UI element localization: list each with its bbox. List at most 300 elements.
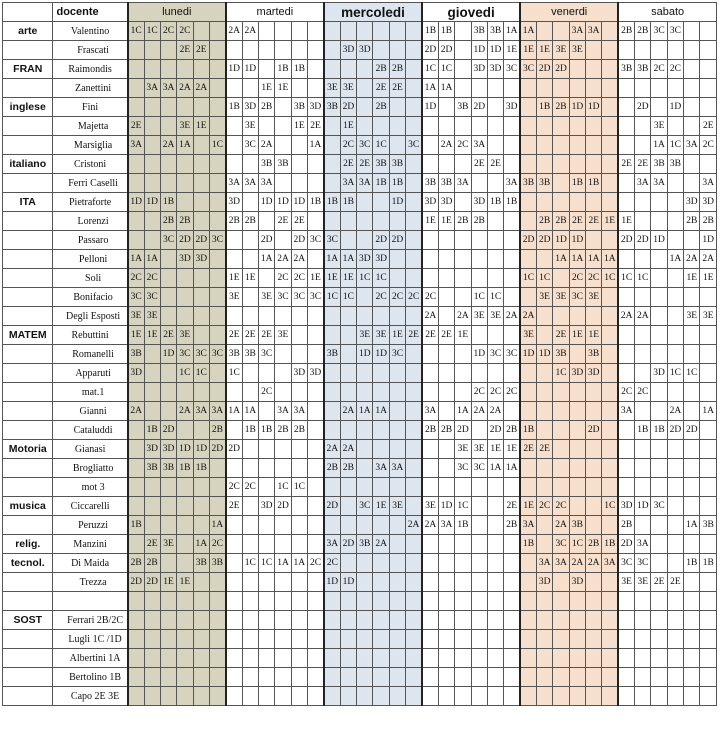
schedule-cell bbox=[455, 364, 471, 383]
schedule-cell bbox=[471, 554, 487, 573]
schedule-cell: 1E bbox=[504, 440, 520, 459]
schedule-cell: 2D bbox=[586, 421, 602, 440]
table-row bbox=[3, 459, 717, 478]
schedule-cell: 2B bbox=[259, 98, 275, 117]
schedule-cell: 3C bbox=[160, 231, 176, 250]
schedule-cell bbox=[373, 364, 389, 383]
schedule-cell: 2A bbox=[373, 535, 389, 554]
schedule-cell bbox=[259, 364, 275, 383]
schedule-cell: 1B bbox=[520, 421, 536, 440]
schedule-cell bbox=[128, 98, 144, 117]
schedule-cell bbox=[422, 630, 438, 649]
schedule-cell: 1A bbox=[553, 250, 569, 269]
schedule-cell bbox=[504, 478, 520, 497]
schedule-cell: 3D bbox=[242, 98, 258, 117]
schedule-cell: 1E bbox=[308, 269, 324, 288]
schedule-cell bbox=[193, 516, 209, 535]
schedule-cell: 3B bbox=[422, 174, 438, 193]
schedule-cell bbox=[700, 421, 717, 440]
schedule-cell bbox=[209, 383, 225, 402]
schedule-cell: 3A bbox=[520, 516, 536, 535]
schedule-cell bbox=[487, 554, 503, 573]
schedule-cell: 3B bbox=[291, 98, 307, 117]
schedule-cell: 2D bbox=[455, 421, 471, 440]
schedule-cell bbox=[259, 60, 275, 79]
schedule-cell bbox=[618, 288, 634, 307]
schedule-cell: 2D bbox=[537, 60, 553, 79]
schedule-cell bbox=[602, 459, 618, 478]
schedule-cell: 1D bbox=[242, 60, 258, 79]
schedule-cell bbox=[553, 383, 569, 402]
schedule-cell: 2D bbox=[635, 231, 651, 250]
schedule-cell bbox=[651, 668, 667, 687]
schedule-cell: 2A bbox=[586, 554, 602, 573]
schedule-cell: 1B bbox=[455, 516, 471, 535]
schedule-cell bbox=[373, 630, 389, 649]
schedule-cell: 1C bbox=[520, 269, 536, 288]
schedule-cell: 3A bbox=[324, 535, 340, 554]
schedule-cell: 1E bbox=[373, 497, 389, 516]
schedule-cell: 1D bbox=[291, 193, 307, 212]
schedule-cell: 1C bbox=[128, 22, 144, 41]
schedule-cell bbox=[242, 459, 258, 478]
schedule-cell bbox=[635, 649, 651, 668]
schedule-cell: 3B bbox=[618, 60, 634, 79]
schedule-cell: 2B bbox=[373, 98, 389, 117]
schedule-cell: 1C bbox=[602, 269, 618, 288]
schedule-cell bbox=[471, 174, 487, 193]
schedule-cell bbox=[569, 611, 585, 630]
schedule-cell: 1A bbox=[275, 554, 291, 573]
schedule-cell bbox=[455, 383, 471, 402]
subject-cell: italiano bbox=[3, 155, 53, 174]
schedule-cell bbox=[144, 497, 160, 516]
schedule-cell: 2D bbox=[553, 60, 569, 79]
schedule-cell bbox=[406, 79, 422, 98]
schedule-cell: 2E bbox=[635, 155, 651, 174]
schedule-cell bbox=[128, 174, 144, 193]
schedule-cell bbox=[275, 364, 291, 383]
schedule-cell: 2E bbox=[308, 117, 324, 136]
subject-cell bbox=[3, 364, 53, 383]
subject-cell bbox=[3, 687, 53, 706]
subject-cell bbox=[3, 573, 53, 592]
schedule-cell bbox=[291, 516, 307, 535]
schedule-cell bbox=[308, 535, 324, 554]
schedule-cell bbox=[406, 269, 422, 288]
schedule-cell: 1D bbox=[128, 193, 144, 212]
schedule-cell bbox=[259, 117, 275, 136]
schedule-cell bbox=[324, 41, 340, 60]
schedule-cell: 2B bbox=[177, 212, 193, 231]
schedule-cell bbox=[144, 383, 160, 402]
schedule-cell: 1E bbox=[144, 326, 160, 345]
schedule-cell bbox=[209, 174, 225, 193]
schedule-cell bbox=[667, 345, 683, 364]
schedule-cell bbox=[308, 687, 324, 706]
schedule-cell bbox=[324, 630, 340, 649]
schedule-cell bbox=[569, 497, 585, 516]
schedule-cell bbox=[471, 231, 487, 250]
schedule-cell: 3C bbox=[357, 497, 373, 516]
schedule-cell: 2E bbox=[406, 326, 422, 345]
schedule-cell bbox=[487, 592, 503, 611]
schedule-cell: 1A bbox=[128, 250, 144, 269]
schedule-cell bbox=[602, 60, 618, 79]
schedule-cell bbox=[291, 22, 307, 41]
table-row bbox=[3, 41, 717, 60]
table-row bbox=[3, 98, 717, 117]
schedule-cell bbox=[209, 307, 225, 326]
schedule-cell bbox=[586, 41, 602, 60]
schedule-cell bbox=[618, 440, 634, 459]
schedule-cell bbox=[569, 307, 585, 326]
schedule-cell: 1B bbox=[291, 60, 307, 79]
schedule-cell: 3A bbox=[684, 136, 700, 155]
schedule-cell: 3C bbox=[259, 345, 275, 364]
header-day-lunedi: lunedi bbox=[128, 3, 226, 22]
schedule-cell bbox=[537, 478, 553, 497]
schedule-cell bbox=[700, 687, 717, 706]
header-day-giovedi: giovedi bbox=[422, 3, 520, 22]
schedule-cell bbox=[209, 41, 225, 60]
schedule-cell: 1A bbox=[259, 250, 275, 269]
schedule-cell bbox=[128, 421, 144, 440]
schedule-cell bbox=[373, 668, 389, 687]
schedule-cell bbox=[504, 364, 520, 383]
schedule-cell bbox=[667, 269, 683, 288]
schedule-cell bbox=[324, 402, 340, 421]
schedule-cell: 2B bbox=[226, 212, 242, 231]
schedule-cell bbox=[667, 383, 683, 402]
schedule-cell: 1C bbox=[438, 60, 454, 79]
schedule-cell bbox=[667, 212, 683, 231]
schedule-cell bbox=[602, 516, 618, 535]
subject-cell bbox=[3, 516, 53, 535]
schedule-cell bbox=[602, 440, 618, 459]
schedule-cell bbox=[128, 41, 144, 60]
schedule-cell bbox=[569, 402, 585, 421]
schedule-cell bbox=[406, 478, 422, 497]
teacher-name: mot 3 bbox=[53, 478, 128, 497]
schedule-cell: 1E bbox=[602, 212, 618, 231]
schedule-cell bbox=[455, 668, 471, 687]
schedule-cell bbox=[389, 41, 405, 60]
schedule-cell bbox=[667, 326, 683, 345]
teacher-name: Zanettini bbox=[53, 79, 128, 98]
schedule-cell bbox=[226, 136, 242, 155]
schedule-cell: 2A bbox=[340, 402, 356, 421]
schedule-cell: 1D bbox=[389, 193, 405, 212]
schedule-cell: 1A bbox=[667, 250, 683, 269]
schedule-cell bbox=[618, 193, 634, 212]
schedule-cell bbox=[193, 98, 209, 117]
schedule-cell bbox=[504, 155, 520, 174]
schedule-cell bbox=[553, 630, 569, 649]
schedule-cell bbox=[487, 269, 503, 288]
schedule-cell bbox=[373, 117, 389, 136]
schedule-cell: 2D bbox=[275, 497, 291, 516]
schedule-cell bbox=[128, 668, 144, 687]
schedule-cell bbox=[684, 592, 700, 611]
schedule-cell: 2C bbox=[487, 383, 503, 402]
schedule-cell: 1D bbox=[177, 440, 193, 459]
schedule-cell bbox=[602, 326, 618, 345]
schedule-cell bbox=[389, 421, 405, 440]
schedule-cell bbox=[209, 611, 225, 630]
table-row bbox=[3, 478, 717, 497]
schedule-cell bbox=[602, 155, 618, 174]
schedule-cell bbox=[700, 478, 717, 497]
schedule-cell bbox=[324, 155, 340, 174]
schedule-cell: 1D bbox=[340, 573, 356, 592]
schedule-cell: 3A bbox=[291, 402, 307, 421]
schedule-cell bbox=[389, 364, 405, 383]
schedule-cell bbox=[667, 535, 683, 554]
schedule-cell bbox=[193, 136, 209, 155]
schedule-cell bbox=[340, 383, 356, 402]
schedule-cell: 2A bbox=[177, 79, 193, 98]
schedule-cell bbox=[340, 649, 356, 668]
schedule-cell: 1E bbox=[275, 79, 291, 98]
table-row bbox=[3, 516, 717, 535]
schedule-cell bbox=[209, 459, 225, 478]
schedule-cell bbox=[438, 440, 454, 459]
schedule-cell bbox=[471, 421, 487, 440]
schedule-cell bbox=[242, 155, 258, 174]
teacher-name: Gianni bbox=[53, 402, 128, 421]
schedule-cell bbox=[520, 193, 536, 212]
subject-cell: MATEM bbox=[3, 326, 53, 345]
schedule-cell: 2D bbox=[520, 231, 536, 250]
header-subject-cell bbox=[3, 3, 53, 22]
schedule-cell: 3A bbox=[128, 136, 144, 155]
schedule-cell bbox=[177, 288, 193, 307]
schedule-cell bbox=[422, 649, 438, 668]
schedule-cell: 1E bbox=[259, 79, 275, 98]
schedule-cell: 2D bbox=[618, 535, 634, 554]
schedule-cell: 1A bbox=[586, 250, 602, 269]
schedule-cell bbox=[586, 649, 602, 668]
schedule-cell bbox=[684, 345, 700, 364]
schedule-cell bbox=[487, 364, 503, 383]
teacher-name: Degli Esposti bbox=[53, 307, 128, 326]
schedule-cell: 1E bbox=[537, 41, 553, 60]
schedule-cell bbox=[455, 288, 471, 307]
schedule-cell: 1D bbox=[373, 345, 389, 364]
schedule-cell bbox=[275, 345, 291, 364]
schedule-cell bbox=[455, 231, 471, 250]
schedule-cell bbox=[357, 592, 373, 611]
header-docente: docente bbox=[53, 3, 128, 22]
schedule-cell: 3E bbox=[471, 440, 487, 459]
schedule-cell: 3D bbox=[226, 193, 242, 212]
table-row bbox=[3, 554, 717, 573]
schedule-cell bbox=[209, 630, 225, 649]
schedule-cell: 2B bbox=[160, 212, 176, 231]
schedule-cell: 2A bbox=[504, 307, 520, 326]
schedule-cell bbox=[128, 687, 144, 706]
schedule-cell bbox=[160, 668, 176, 687]
schedule-cell bbox=[242, 516, 258, 535]
schedule-cell: 2A bbox=[128, 402, 144, 421]
schedule-cell bbox=[242, 440, 258, 459]
schedule-cell bbox=[160, 364, 176, 383]
schedule-cell bbox=[700, 592, 717, 611]
schedule-cell: 1D bbox=[438, 497, 454, 516]
schedule-cell bbox=[177, 98, 193, 117]
schedule-cell bbox=[324, 174, 340, 193]
schedule-cell: 2D bbox=[684, 421, 700, 440]
schedule-cell bbox=[520, 212, 536, 231]
schedule-cell bbox=[537, 117, 553, 136]
schedule-cell bbox=[635, 288, 651, 307]
schedule-cell bbox=[209, 212, 225, 231]
schedule-cell bbox=[537, 22, 553, 41]
schedule-cell bbox=[422, 611, 438, 630]
schedule-cell bbox=[128, 383, 144, 402]
schedule-cell bbox=[487, 516, 503, 535]
schedule-cell bbox=[487, 326, 503, 345]
schedule-cell: 3D bbox=[438, 193, 454, 212]
schedule-cell bbox=[635, 79, 651, 98]
schedule-cell bbox=[602, 383, 618, 402]
schedule-cell bbox=[193, 383, 209, 402]
schedule-cell: 2A bbox=[242, 22, 258, 41]
schedule-cell bbox=[291, 497, 307, 516]
schedule-cell: 3B bbox=[471, 22, 487, 41]
schedule-cell bbox=[602, 478, 618, 497]
schedule-cell bbox=[291, 307, 307, 326]
teacher-name: Gianasi bbox=[53, 440, 128, 459]
subject-cell bbox=[3, 307, 53, 326]
schedule-cell bbox=[684, 41, 700, 60]
schedule-cell: 2D bbox=[193, 231, 209, 250]
schedule-cell: 3C bbox=[635, 554, 651, 573]
schedule-cell bbox=[553, 687, 569, 706]
schedule-cell bbox=[422, 668, 438, 687]
schedule-cell bbox=[144, 41, 160, 60]
schedule-cell: 2B bbox=[684, 212, 700, 231]
schedule-cell: 3D bbox=[357, 250, 373, 269]
schedule-cell bbox=[438, 98, 454, 117]
schedule-cell: 1E bbox=[389, 326, 405, 345]
schedule-cell: 1D bbox=[160, 345, 176, 364]
schedule-cell: 1C bbox=[667, 364, 683, 383]
schedule-cell: 1B bbox=[259, 421, 275, 440]
schedule-cell bbox=[504, 212, 520, 231]
schedule-cell: 3B bbox=[569, 516, 585, 535]
schedule-cell: 3E bbox=[226, 288, 242, 307]
schedule-cell bbox=[569, 421, 585, 440]
schedule-cell: 2A bbox=[700, 250, 717, 269]
schedule-cell bbox=[455, 155, 471, 174]
schedule-cell bbox=[160, 516, 176, 535]
schedule-cell bbox=[651, 269, 667, 288]
schedule-cell: 2D bbox=[635, 98, 651, 117]
schedule-cell bbox=[357, 22, 373, 41]
schedule-cell: 2B bbox=[209, 421, 225, 440]
schedule-cell bbox=[700, 41, 717, 60]
schedule-cell bbox=[422, 345, 438, 364]
schedule-cell bbox=[308, 250, 324, 269]
schedule-cell: 3D bbox=[471, 193, 487, 212]
subject-cell bbox=[3, 592, 53, 611]
schedule-cell bbox=[389, 668, 405, 687]
schedule-cell bbox=[160, 307, 176, 326]
schedule-cell bbox=[160, 98, 176, 117]
schedule-cell bbox=[618, 117, 634, 136]
schedule-cell: 2A bbox=[569, 554, 585, 573]
schedule-cell bbox=[504, 592, 520, 611]
schedule-cell bbox=[373, 592, 389, 611]
schedule-cell bbox=[226, 516, 242, 535]
schedule-cell bbox=[259, 22, 275, 41]
schedule-cell bbox=[422, 231, 438, 250]
schedule-cell bbox=[667, 630, 683, 649]
schedule-cell bbox=[700, 668, 717, 687]
schedule-cell bbox=[144, 516, 160, 535]
teacher-name: Soli bbox=[53, 269, 128, 288]
schedule-cell bbox=[177, 516, 193, 535]
schedule-cell: 1B bbox=[193, 459, 209, 478]
schedule-cell: 3C bbox=[177, 345, 193, 364]
schedule-cell bbox=[144, 231, 160, 250]
schedule-cell bbox=[291, 41, 307, 60]
schedule-cell: 1B bbox=[602, 535, 618, 554]
schedule-cell bbox=[586, 402, 602, 421]
schedule-cell bbox=[618, 79, 634, 98]
subject-cell bbox=[3, 649, 53, 668]
schedule-cell bbox=[357, 60, 373, 79]
schedule-cell bbox=[684, 326, 700, 345]
schedule-cell bbox=[684, 668, 700, 687]
schedule-cell bbox=[438, 573, 454, 592]
schedule-cell: 1B bbox=[569, 174, 585, 193]
schedule-cell: 2E bbox=[193, 41, 209, 60]
schedule-cell bbox=[226, 459, 242, 478]
schedule-cell: 1E bbox=[177, 573, 193, 592]
schedule-cell bbox=[586, 478, 602, 497]
schedule-cell: 2C bbox=[537, 497, 553, 516]
schedule-cell: 1C bbox=[177, 364, 193, 383]
schedule-cell bbox=[406, 383, 422, 402]
schedule-cell: 2A bbox=[520, 307, 536, 326]
schedule-cell bbox=[308, 516, 324, 535]
schedule-cell: 2E bbox=[340, 155, 356, 174]
teacher-name: Ferrari 2B/2C bbox=[53, 611, 128, 630]
schedule-cell bbox=[684, 60, 700, 79]
schedule-cell: 1C bbox=[569, 535, 585, 554]
teacher-name: Apparuti bbox=[53, 364, 128, 383]
table-row bbox=[3, 687, 717, 706]
schedule-cell bbox=[226, 668, 242, 687]
table-row bbox=[3, 288, 717, 307]
schedule-cell bbox=[160, 402, 176, 421]
schedule-cell bbox=[520, 98, 536, 117]
schedule-cell bbox=[128, 231, 144, 250]
schedule-cell bbox=[537, 592, 553, 611]
schedule-cell: 2B bbox=[553, 212, 569, 231]
schedule-cell: 1A bbox=[455, 402, 471, 421]
schedule-cell: 3B bbox=[259, 155, 275, 174]
schedule-cell: 3A bbox=[586, 22, 602, 41]
schedule-cell: 2D bbox=[226, 440, 242, 459]
schedule-cell: 3A bbox=[618, 402, 634, 421]
schedule-cell: 1D bbox=[651, 231, 667, 250]
schedule-cell bbox=[373, 649, 389, 668]
schedule-cell bbox=[226, 687, 242, 706]
